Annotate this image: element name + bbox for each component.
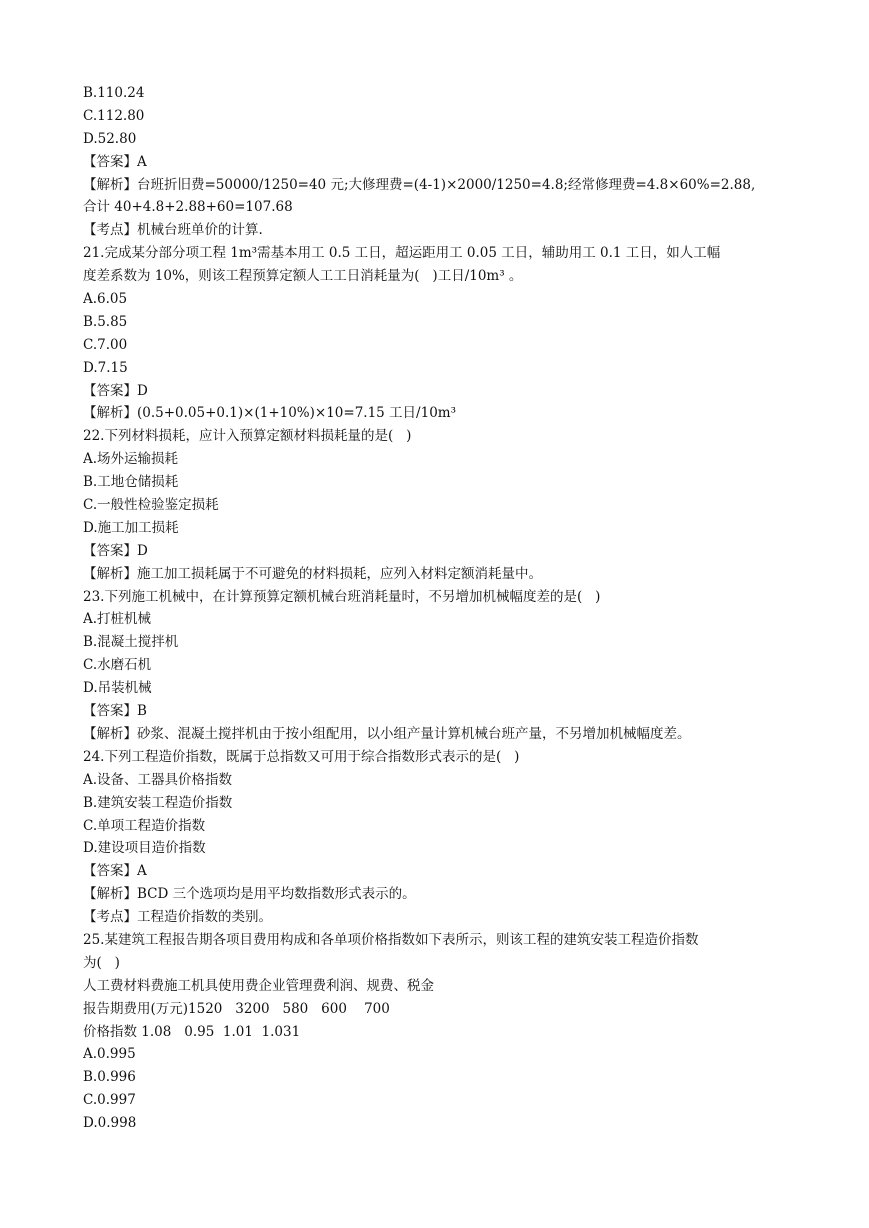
- analysis-line: 【解析】(0.5+0.05+0.1)×(1+10%)×10=7.15 工日/10m³: [83, 405, 456, 422]
- question-21-line: 21.完成某分部分项工程 1m³需基本用工 0.5 工日，超运距用工 0.05 工日，辅助用工 0.1 工日，如人工幅: [83, 245, 721, 262]
- text-line: 度差系数为 10%，则该工程预算定额人工工日消耗量为( )工日/10m³ 。: [83, 268, 523, 285]
- question-22-line: 22.下列材料损耗，应计入预算定额材料损耗量的是( ): [83, 428, 412, 445]
- table-row-line: 报告期费用(万元)1520 3200 580 600 700: [83, 1000, 390, 1017]
- answer-line: 【答案】D: [83, 542, 148, 559]
- option-line: C.一般性检验鉴定损耗: [83, 497, 219, 514]
- text-line: 为( ): [83, 954, 120, 971]
- document-page: [83, 82, 803, 1135]
- option-line: B.0.996: [83, 1069, 136, 1086]
- text-line: 【答案】A: [83, 153, 147, 170]
- analysis-line: 【解析】BCD 三个选项均是用平均数指数形式表示的。: [83, 886, 416, 903]
- option-line: D.建设项目造价指数: [83, 840, 206, 857]
- option-line: B.5.85: [83, 313, 128, 330]
- text-line: D.52.80: [83, 130, 137, 147]
- analysis-line: 【解析】施工加工损耗属于不可避免的材料损耗，应列入材料定额消耗量中。: [83, 565, 542, 582]
- option-line: C.0.997: [83, 1092, 136, 1109]
- answer-line: 【答案】D: [83, 382, 148, 399]
- text-line: 【考点】机械台班单价的计算.: [83, 222, 263, 239]
- option-line: A.6.05: [83, 291, 128, 308]
- text-line: 【解析】台班折旧费=50000/1250=40 元;大修理费=(4-1)×2000/1250=4.8;经常修理费=4.8×60%=2.88,: [83, 176, 756, 193]
- answer-line: 【答案】A: [83, 863, 147, 880]
- option-line: A.场外运输损耗: [83, 451, 179, 468]
- text-line: C.112.80: [83, 107, 145, 124]
- analysis-line: 【解析】砂浆、混凝土搅拌机由于按小组配用，以小组产量计算机械台班产量，不另增加机械幅度差。: [83, 725, 691, 742]
- option-line: D.0.998: [83, 1115, 137, 1132]
- option-line: B.混凝土搅拌机: [83, 634, 179, 651]
- option-line: B.工地仓储损耗: [83, 474, 179, 491]
- option-line: D.施工加工损耗: [83, 519, 179, 536]
- option-line: C.7.00: [83, 336, 128, 353]
- option-line: C.水磨石机: [83, 657, 152, 674]
- text-line: B.110.24: [83, 85, 145, 101]
- table-header-line: 人工费材料费施工机具使用费企业管理费利润、规费、税金: [83, 977, 434, 994]
- option-line: B.建筑安装工程造价指数: [83, 794, 233, 811]
- option-line: D.吊装机械: [83, 680, 152, 697]
- option-line: C.单项工程造价指数: [83, 817, 206, 834]
- question-24-line: 24.下列工程造价指数，既属于总指数又可用于综合指数形式表示的是( ): [83, 748, 520, 765]
- option-line: A.打桩机械: [83, 611, 152, 628]
- text-line: 合计 40+4.8+2.88+60=107.68: [83, 199, 293, 216]
- answer-line: 【答案】B: [83, 703, 147, 720]
- key-point-line: 【考点】工程造价指数的类别。: [83, 909, 272, 926]
- option-line: A.设备、工器具价格指数: [83, 771, 233, 788]
- question-25-line: 25.某建筑工程报告期各项目费用构成和各单项价格指数如下表所示，则该工程的建筑安装工程造价指数: [83, 931, 699, 948]
- option-line: D.7.15: [83, 359, 128, 376]
- table-row-line: 价格指数 1.08 0.95 1.01 1.031: [83, 1023, 301, 1040]
- question-23-line: 23.下列施工机械中，在计算预算定额机械台班消耗量时，不另增加机械幅度差的是( ): [83, 588, 601, 605]
- option-line: A.0.995: [83, 1046, 136, 1063]
